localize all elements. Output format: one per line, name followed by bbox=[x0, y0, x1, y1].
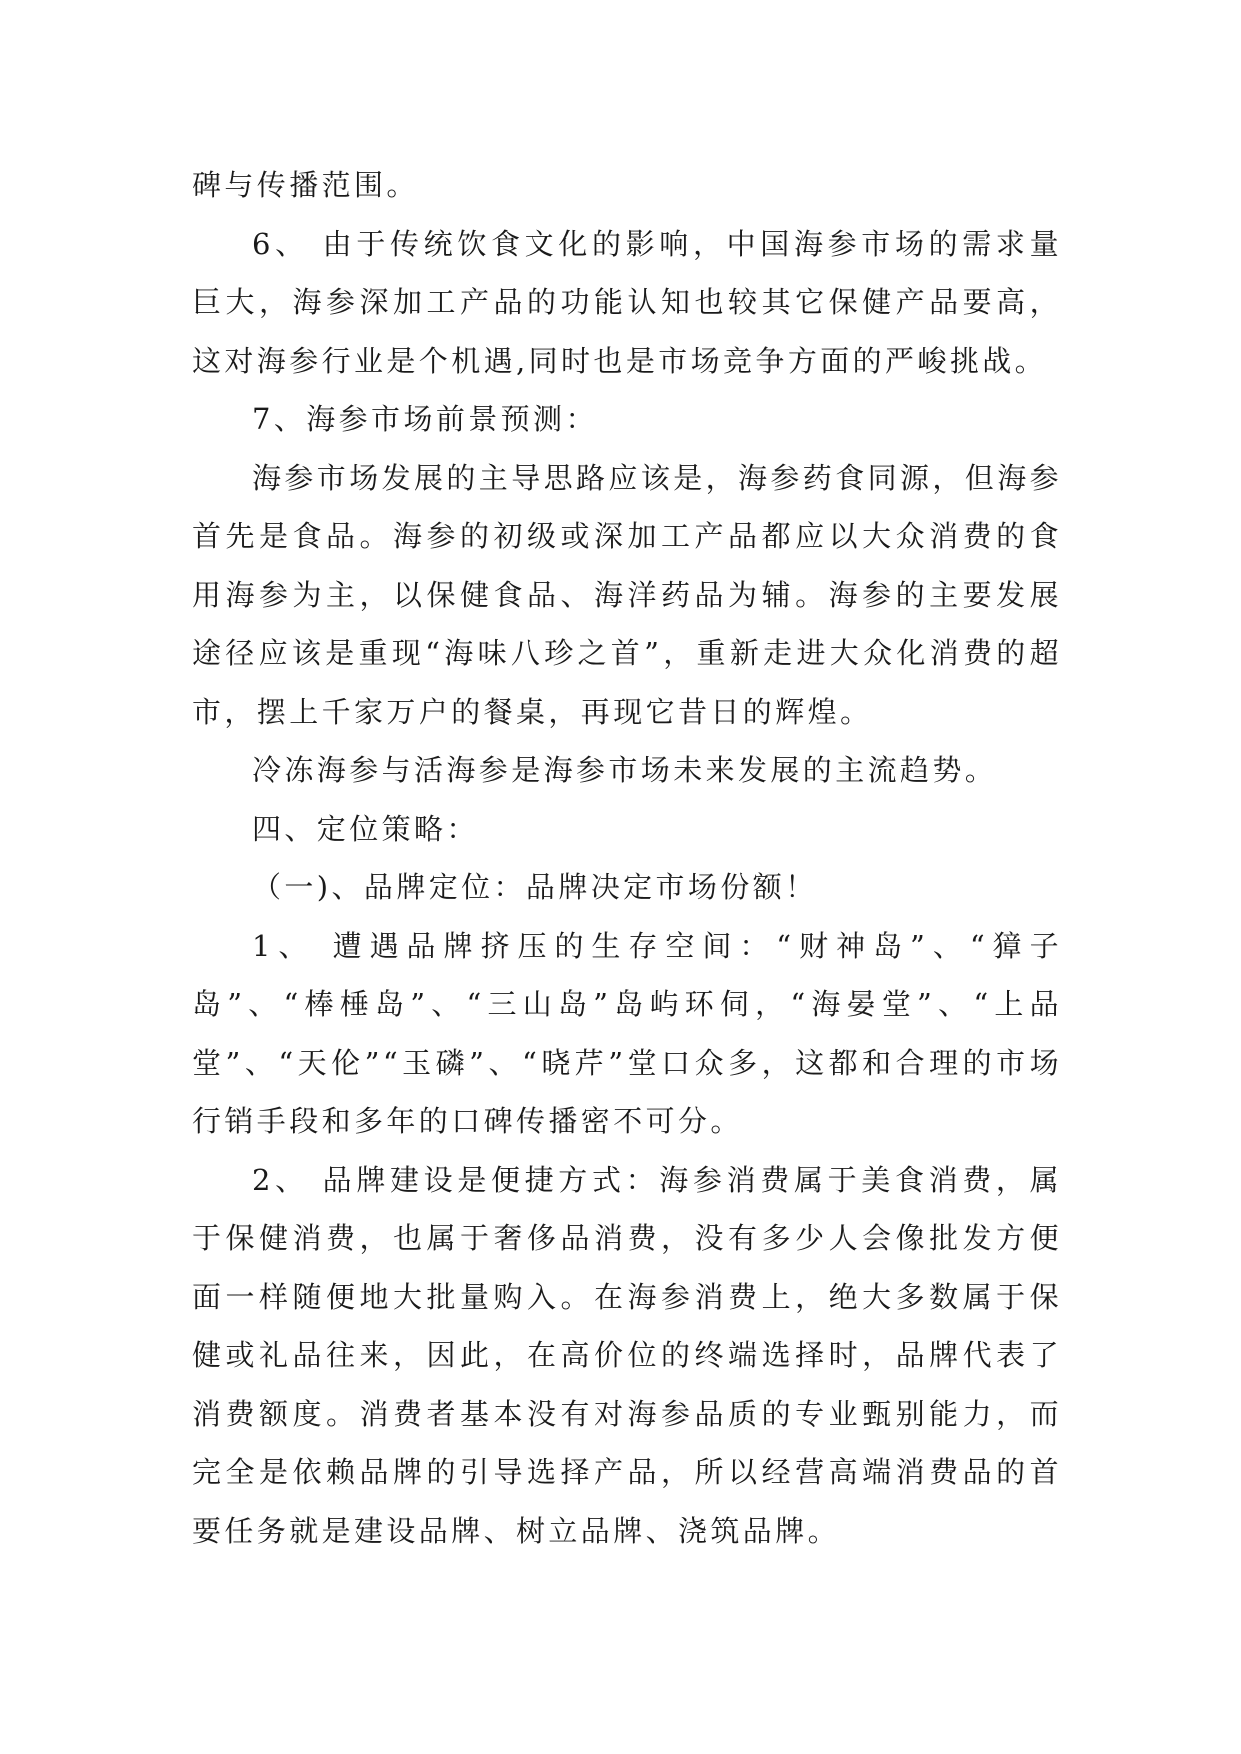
paragraph-brand-item-1: 1、 遭遇品牌挤压的生存空间：“财神岛”、“獐子岛”、“棒棰岛”、“三山岛”岛屿环伺，“海晏堂”、“上品堂”、“天伦”“玉磷”、“晓芹”堂口众多，这都和合理的市场行销手段和多年的口碑传播密不可分。 bbox=[192, 928, 1062, 1138]
paragraph-continuation: 碑与传播范围。 bbox=[192, 168, 419, 202]
paragraph-trend: 冷冻海参与活海参是海参市场未来发展的主流趋势。 bbox=[252, 753, 998, 787]
paragraph-brand-item-2: 2、 品牌建设是便捷方式：海参消费属于美食消费，属于保健消费，也属于奢侈品消费，没有多少人会像批发方便面一样随便地大批量购入。在海参消费上，绝大多数属于保健或礼品往来，因此，在高价位的终端选择时，品牌代表了消费额度。消费者基本没有对海参品质的专业甄别能力，而完全是依赖品牌的引导选择产品，所以经营高端消费品的首要任务就是建设品牌、树立品牌、浇筑品牌。 bbox=[192, 1162, 1062, 1548]
paragraph-market-outlook: 海参市场发展的主导思路应该是，海参药食同源，但海参首先是食品。海参的初级或深加工产品都应以大众消费的食用海参为主，以保健食品、海洋药品为辅。海参的主要发展途径应该是重现“海味八珍之首”，重新走进大众化消费的超市，摆上千家万户的餐桌，再现它昔日的辉煌。 bbox=[192, 460, 1063, 729]
document-body bbox=[192, 156, 1062, 1560]
subsection-heading-brand: （一)、品牌定位：品牌决定市场份额！ bbox=[252, 870, 818, 904]
section-heading-positioning: 四、定位策略： bbox=[252, 811, 479, 846]
paragraph-item-7-heading: 7、海参市场前景预测： bbox=[252, 402, 598, 436]
paragraph-item-6: 6、 由于传统饮食文化的影响，中国海参市场的需求量巨大，海参深加工产品的功能认知也较其它保健产品要高，这对海参行业是个机遇,同时也是市场竞争方面的严峻挑战。 bbox=[192, 226, 1062, 378]
